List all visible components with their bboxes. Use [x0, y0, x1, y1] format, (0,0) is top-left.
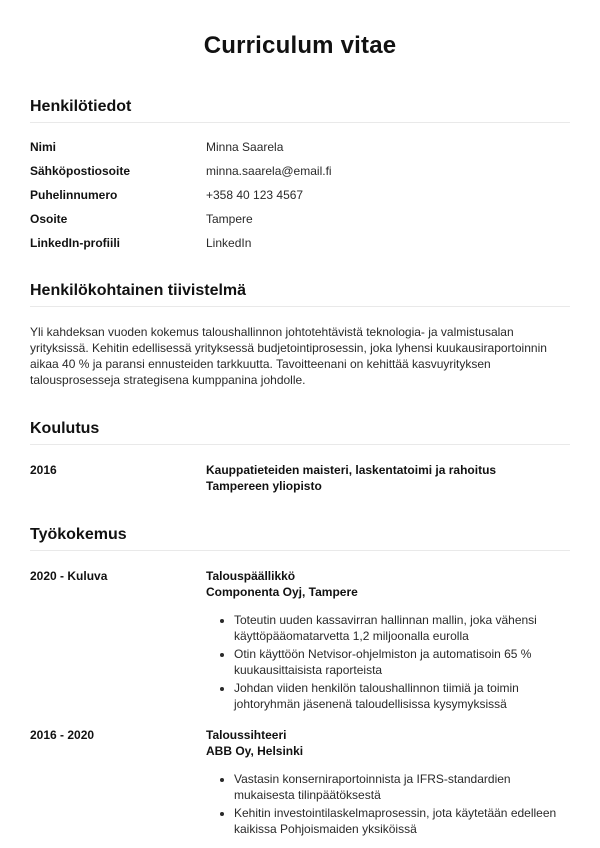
education-heading: Koulutus	[30, 419, 570, 445]
info-row-email	[30, 164, 570, 178]
section-summary	[30, 281, 570, 388]
experience-heading: Työkokemus	[30, 525, 570, 551]
document-title: Curriculum vitae	[203, 32, 397, 59]
achievement-item: • Vastasin konserniraportoinnista ja IFRS-standardien mukaisesta tilinpäätöksestä	[234, 771, 570, 803]
achievement-list	[206, 771, 570, 837]
address-value: Tampere	[206, 212, 253, 226]
degree-title: Kauppatieteiden maisteri, laskentatoimi ja rahoitus	[206, 463, 497, 477]
info-row-phone	[30, 188, 570, 202]
info-row-address	[30, 212, 570, 226]
linkedin-value: LinkedIn	[206, 236, 252, 250]
section-education	[30, 419, 570, 494]
email-label: Sähköpostiosoite	[30, 164, 131, 178]
name-label: Nimi	[30, 140, 57, 154]
summary-heading: Henkilökohtainen tiivistelmä	[30, 281, 570, 307]
employer-name: ABB Oy, Helsinki	[206, 744, 304, 758]
job-period: 2020 - Kuluva	[30, 569, 108, 583]
education-entry	[30, 462, 570, 494]
info-row-name	[30, 140, 570, 154]
personal-info-content	[30, 140, 570, 250]
section-personal-info	[30, 97, 570, 250]
job-title: Talouspäällikkö	[206, 569, 296, 583]
institution-name: Tampereen yliopisto	[206, 479, 322, 493]
job-details	[206, 568, 570, 712]
phone-label: Puhelinnumero	[30, 188, 118, 202]
experience-content	[30, 568, 570, 837]
achievement-item: • Kehitin investointilaskelmaprosessin, jota käytetään edelleen kaikissa Pohjoismaiden yksiköissä	[234, 805, 570, 837]
achievement-item: • Toteutin uuden kassavirran hallinnan mallin, joka vähensi käyttöpääomatarvetta 1,2 miljoonalla eurolla	[234, 612, 570, 644]
phone-value: +358 40 123 4567	[206, 188, 304, 202]
personal-info-heading: Henkilötiedot	[30, 97, 570, 123]
summary-text: Yli kahdeksan vuoden kokemus taloushallinnon johtotehtävistä teknologia- ja valmistusalan yrityksissä. Kehitin edellisessä yrityksessä budjetointiprosessin, joka lyhensi kuukausiraportoinnin aikaa 40 % ja paransi ennusteiden tarkkuutta. Tavoitteenani on kehittää kasvuyrityksen talousprosesseja strategisena kumppanina johdolle.	[30, 325, 547, 387]
linkedin-label: LinkedIn-profiili	[30, 236, 120, 250]
employer-name: Componenta Oyj, Tampere	[206, 585, 358, 599]
experience-entry-previous	[30, 727, 570, 837]
job-title: Taloussihteeri	[206, 728, 287, 742]
name-value: Minna Saarela	[206, 140, 284, 154]
section-experience	[30, 525, 570, 837]
achievement-list	[206, 612, 570, 712]
job-details	[206, 727, 570, 837]
experience-entry-current	[30, 568, 570, 712]
address-label: Osoite	[30, 212, 68, 226]
achievement-item: • Johdan viiden henkilön taloushallinnon tiimiä ja toimin johtoryhmän jäsenenä taloudellisissa kysymyksissä	[234, 680, 570, 712]
education-details	[206, 462, 570, 494]
job-period: 2016 - 2020	[30, 728, 95, 742]
education-period: 2016	[30, 463, 57, 477]
email-value: minna.saarela@email.fi	[206, 164, 332, 178]
info-row-linkedin	[30, 236, 570, 250]
achievement-item: • Otin käyttöön Netvisor-ohjelmiston ja automatisoin 65 % kuukausittaisista raporteista	[234, 646, 570, 678]
education-content	[30, 462, 570, 494]
